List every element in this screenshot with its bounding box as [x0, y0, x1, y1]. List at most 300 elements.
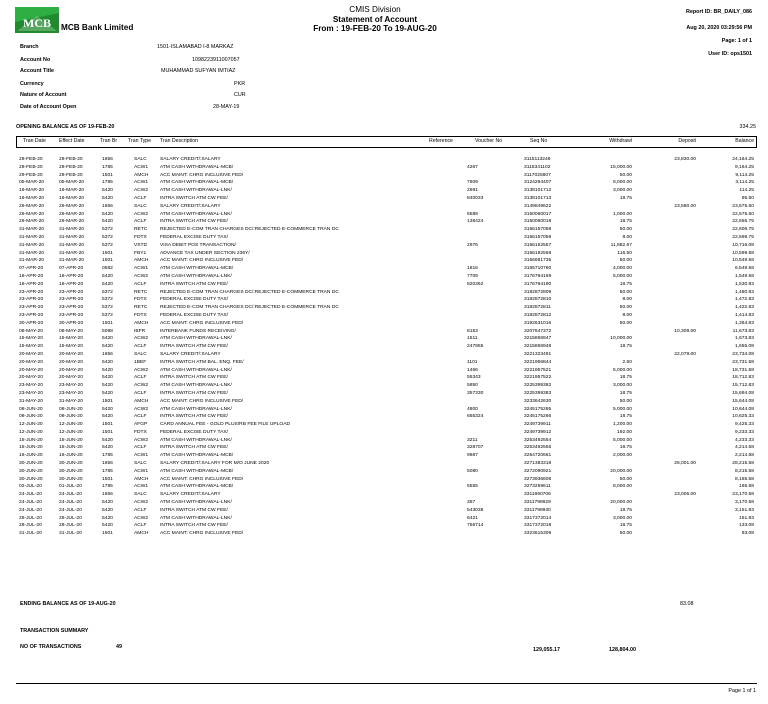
cell-tran-desc: FEDERAL EXCISE DUTY TAX/: [160, 312, 229, 318]
cell-tran-br: 5372: [102, 312, 113, 318]
cell-tran-br: 5098: [102, 328, 113, 334]
cell-tran-type: ACLF: [134, 195, 147, 201]
cell-withdrawl: 15,000.00: [610, 164, 632, 170]
cell-balance: 23,734.08: [732, 351, 754, 357]
table-row: [16, 211, 757, 219]
cell-seq: 3192631016: [524, 320, 552, 326]
table-row: [16, 382, 757, 390]
cell-effect-date: 18-APR-20: [59, 273, 84, 279]
cell-seq: 3156681735: [524, 258, 552, 264]
cell-tran-type: SALC: [134, 157, 147, 162]
cell-balance: 8,215.58: [734, 468, 754, 474]
cell-balance: 15,712.83: [732, 383, 754, 389]
cell-tran-desc: ACC MAINT: CHRG INCLUSIVE FED/: [160, 531, 244, 537]
cell-balance: 23,731.58: [732, 359, 754, 365]
cell-tran-type: VSTD: [134, 242, 148, 248]
cell-seq: 3182872812: [524, 312, 552, 318]
cell-tran-desc: INTRA SWITCH ATM CW FEE/: [160, 523, 228, 529]
cell-seq: 3138101712: [524, 188, 552, 194]
cell-withdrawl: 1,200.00: [612, 422, 632, 428]
cell-tran-br: 5420: [102, 515, 113, 521]
cell-tran-type: ACLF: [134, 281, 147, 287]
cell-tran-desc: ATM CASH WITHDRAWAL-LNK/: [160, 383, 232, 389]
cell-withdrawl: 6,000.00: [612, 180, 632, 186]
cell-effect-date: 08-JUN-20: [59, 414, 83, 420]
cell-tran-desc: ACC MAINT: CHRG INCLUSIVE FED/: [160, 258, 244, 264]
cell-withdrawl: 18.75: [619, 281, 632, 287]
cell-tran-desc: INTRA SWITCH ATM CW FEE/: [160, 344, 228, 350]
cell-seq: 3249739911: [524, 422, 551, 428]
cell-tran-br: 5420: [102, 445, 113, 451]
cell-balance: 1,655.08: [734, 344, 754, 350]
statement-title: Statement of Account: [332, 14, 418, 24]
table-row: [16, 444, 757, 452]
cell-voucher: 1816: [467, 266, 478, 272]
cell-effect-date: 20-MAY-20: [59, 367, 83, 373]
table-row: [16, 273, 757, 281]
cell-deposit: 10,309.00: [674, 328, 696, 334]
cell-balance: 3,151.83: [734, 507, 754, 513]
statement-heading: [250, 5, 500, 34]
cell-balance: 2,214.58: [734, 453, 754, 459]
cell-voucher: 1466: [467, 367, 478, 373]
cell-tran-desc: INTRA SWITCH ATM CW FEE/: [160, 195, 228, 201]
table-row: [16, 367, 757, 375]
cell-withdrawl: 8.00: [622, 234, 632, 240]
cell-tran-date: 20-MAY-20: [19, 351, 43, 357]
cell-withdrawl: 50.00: [619, 531, 632, 537]
cell-voucher: 543038: [467, 507, 484, 513]
department-name: CMIS Division: [349, 5, 401, 14]
cell-voucher: 4267: [467, 164, 478, 170]
cell-tran-date: 23-APR-20: [19, 289, 44, 295]
col-deposit: Deposit: [678, 138, 696, 144]
cell-tran-date: 24-JUL-20: [19, 492, 42, 498]
cell-effect-date: 16-JUN-20: [59, 453, 83, 459]
cell-tran-date: 30-JUN-20: [19, 461, 43, 467]
transactions-table: [16, 156, 757, 538]
cell-tran-br: 5420: [102, 437, 113, 443]
table-row: [16, 195, 757, 203]
ending-balance-label: ENDING BALANCE AS OF 19-AUG-20: [20, 601, 116, 607]
cell-tran-type: FBY1: [134, 250, 147, 256]
cell-tran-br: 5420: [102, 219, 113, 225]
cell-balance: 3,170.58: [734, 500, 754, 506]
cell-withdrawl: 20,000.00: [610, 500, 632, 506]
cell-tran-date: 15-MAY-20: [19, 336, 43, 342]
table-row: [16, 483, 757, 491]
table-row: [16, 452, 757, 460]
cell-tran-date: 15-JUN-20: [19, 437, 43, 443]
cell-tran-br: 5372: [102, 305, 113, 311]
cell-tran-date: 08-JUN-20: [19, 406, 43, 412]
cell-voucher: 7709: [467, 273, 478, 279]
cell-effect-date: 18-APR-20: [59, 281, 84, 287]
table-row: [16, 413, 757, 421]
cell-voucher: 756714: [467, 523, 484, 529]
cell-withdrawl: 3,000.00: [612, 515, 632, 521]
total-withdrawl: 129,055.17: [533, 647, 560, 653]
cell-effect-date: 31-JUL-20: [59, 531, 82, 537]
cell-balance: 22,598.75: [732, 234, 754, 240]
cell-tran-date: 23-MAY-20: [19, 383, 43, 389]
cell-tran-desc: INTERBANK FUNDS RECEIVING/: [160, 328, 236, 334]
cell-balance: 11,673.83: [732, 328, 754, 334]
table-row: [16, 507, 757, 515]
cell-tran-desc: FEDERAL EXCISE DUTY TAX/: [160, 234, 229, 240]
table-row: [16, 265, 757, 273]
table-row: [16, 359, 757, 367]
cell-effect-date: 28-FEB-20: [59, 157, 83, 162]
table-row: [16, 515, 757, 523]
cell-tran-br: 1501: [102, 258, 113, 264]
cell-tran-date: 28-JUL-20: [19, 515, 42, 521]
cell-tran-br: 5420: [102, 336, 113, 342]
cell-tran-date: 28-FEB-20: [19, 157, 43, 162]
cell-deposit: 26,001.00: [674, 461, 696, 467]
cell-effect-date: 08-MAY-20: [59, 328, 83, 334]
cell-tran-type: RETC: [134, 289, 148, 295]
cell-effect-date: 12-JUN-20: [59, 429, 83, 435]
cell-effect-date: 16-MAR-20: [59, 188, 85, 194]
cell-tran-date: 26-MAR-20: [19, 211, 45, 217]
cell-tran-type: ACW1: [134, 266, 149, 272]
cell-effect-date: 31-MAY-20: [59, 398, 83, 404]
cell-seq: 3124294407: [524, 180, 552, 186]
cell-balance: 23,170.58: [732, 492, 754, 498]
cell-seq: 3272090921: [524, 468, 552, 474]
cell-withdrawl: 50.00: [619, 320, 632, 326]
cell-tran-type: ACLF: [134, 344, 147, 350]
cell-tran-date: 28-FEB-20: [19, 164, 43, 170]
cell-tran-desc: SALARY CREDIT/:SALARY: [160, 351, 221, 357]
cell-tran-desc: INTRA SWITCH ATM CW FEE/: [160, 390, 228, 396]
cell-tran-date: 12-JUN-20: [19, 429, 43, 435]
cell-voucher: 5555: [467, 484, 478, 490]
cell-tran-date: 23-MAY-20: [19, 390, 43, 396]
cell-seq: 3207647372: [524, 328, 552, 334]
cell-tran-type: FDTX: [134, 312, 147, 318]
cell-seq: 3156157059: [524, 234, 552, 240]
table-row: [16, 289, 757, 297]
cell-seq: 3176794190: [524, 281, 552, 287]
cell-tran-type: RETC: [134, 305, 148, 311]
cell-tran-br: 1501: [102, 172, 113, 178]
cell-tran-date: 15-MAY-20: [19, 344, 43, 350]
cell-tran-desc: ACC MAINT: CHRG INCLUSIVE FED/: [160, 320, 244, 326]
cell-seq: 3115113248: [524, 157, 551, 162]
cell-withdrawl: 50.00: [619, 227, 632, 233]
cell-seq: 3317372014: [524, 515, 552, 521]
cell-balance: 22,606.75: [732, 227, 754, 233]
cell-seq: 3150060017: [524, 211, 552, 217]
cell-tran-br: 1656: [102, 351, 113, 357]
cell-tran-date: 20-MAY-20: [19, 359, 43, 365]
cell-seq: 3225399382: [524, 383, 552, 389]
cell-withdrawl: 18.75: [619, 195, 632, 201]
cell-tran-date: 12-JUN-20: [19, 422, 43, 428]
col-tran-br: Tran Br: [100, 138, 118, 144]
cell-tran-date: 02-JUL-20: [19, 484, 42, 490]
cell-tran-desc: ATM CASH WITHDRAWAL-LNK/: [160, 336, 232, 342]
cell-voucher: 820362: [467, 281, 484, 287]
cell-seq: 3221957521: [524, 367, 552, 373]
cell-tran-type: ACW1: [134, 453, 149, 459]
cell-tran-br: 1501: [102, 320, 113, 326]
opening-balance-label: OPENING BALANCE AS OF 19-FEB-20: [16, 124, 115, 130]
table-row: [16, 203, 757, 211]
tx-count-value: 49: [116, 644, 122, 650]
cell-tran-date: 31-MAR-20: [19, 234, 45, 240]
cell-tran-date: 08-MAY-20: [19, 328, 43, 334]
cell-tran-desc: ATM CASH WITHDRAWAL-LNK/: [160, 406, 232, 412]
cell-voucher: 2691: [467, 188, 478, 194]
cell-effect-date: 15-MAY-20: [59, 344, 83, 350]
cell-tran-desc: ATM CASH WITHDRAWAL-MCB/: [160, 266, 234, 272]
statement-period: From : 19-FEB-20 To 19-AUG-20: [313, 24, 437, 33]
nature-value: CUR: [234, 92, 246, 98]
cell-tran-type: 1BEF: [134, 359, 147, 365]
cell-tran-date: 15-JUN-20: [19, 445, 43, 451]
cell-tran-desc: ATM CASH WITHDRAWAL-LNK/: [160, 437, 232, 443]
cell-tran-br: 1656: [102, 492, 113, 498]
cell-effect-date: 23-MAY-20: [59, 383, 83, 389]
cell-tran-br: 5420: [102, 281, 113, 287]
cell-seq: 3253492555: [524, 445, 552, 451]
cell-tran-type: ACW2: [134, 383, 149, 389]
cell-tran-desc: ACC MAINT: CHRG INCLUSIVE FED/: [160, 476, 244, 482]
cell-tran-br: 1501: [102, 531, 113, 537]
cell-tran-type: ACW2: [134, 515, 149, 521]
cell-balance: 1,414.83: [734, 312, 754, 318]
cell-effect-date: 26-MAR-20: [59, 203, 85, 209]
col-tran-desc: Tran Description: [160, 138, 198, 144]
col-withdrawl: Withdrawl: [609, 138, 632, 144]
cell-seq: 3156157058: [524, 227, 552, 233]
cell-tran-date: 30-JUN-20: [19, 476, 43, 482]
cell-tran-date: 20-MAY-20: [19, 375, 43, 381]
cell-withdrawl: 4,000.00: [612, 266, 632, 272]
cell-balance: 18,712.83: [732, 375, 754, 381]
table-row: [16, 218, 757, 226]
cell-withdrawl: 18.75: [619, 445, 632, 451]
cell-deposit: 23,580.00: [674, 203, 696, 209]
cell-withdrawl: 18.75: [619, 375, 632, 381]
cell-tran-br: 1656: [102, 203, 113, 209]
cell-tran-date: 05-MAR-20: [19, 180, 45, 186]
cell-withdrawl: 2.50: [622, 359, 632, 365]
cell-tran-date: 31-MAR-20: [19, 250, 45, 256]
cell-withdrawl: 2,000.00: [612, 453, 632, 459]
open-date-label: Date of Account Open: [20, 104, 77, 110]
cell-effect-date: 24-JUL-20: [59, 507, 82, 513]
cell-balance: 4,233.33: [734, 437, 754, 443]
cell-tran-type: AFGP: [134, 422, 148, 428]
cell-balance: 22,656.75: [732, 219, 754, 225]
cell-voucher: 138424: [467, 219, 484, 225]
cell-tran-type: ACLF: [134, 414, 147, 420]
table-row: [16, 328, 757, 336]
table-row: [16, 187, 757, 195]
cell-balance: 10,644.08: [732, 406, 754, 412]
mcb-logo: [15, 7, 59, 33]
cell-tran-type: SALC: [134, 492, 147, 498]
col-tran-date: Tran Date: [23, 138, 46, 144]
cell-withdrawl: 116.50: [617, 250, 632, 256]
cell-tran-desc: FEDERAL EXCISE DUTY TAX/: [160, 429, 229, 435]
cell-tran-desc: INTRA SWITCH ATM CW FEE/: [160, 375, 228, 381]
cell-seq: 3253492554: [524, 437, 552, 443]
account-no-label: Account No: [20, 57, 51, 63]
cell-tran-date: 24-JUL-20: [19, 500, 42, 506]
cell-withdrawl: 50.00: [619, 172, 632, 178]
cell-seq: 3156162557: [524, 242, 552, 248]
cell-withdrawl: 5,000.00: [612, 273, 632, 279]
table-row: [16, 343, 757, 351]
cell-withdrawl: 18.75: [619, 219, 632, 225]
branch-label: Branch: [20, 44, 39, 50]
cell-withdrawl: 18.75: [619, 390, 632, 396]
cell-seq: 3182872810: [524, 297, 552, 303]
cell-withdrawl: 8,000.00: [612, 484, 632, 490]
cell-tran-br: 1656: [102, 461, 113, 467]
cell-balance: 9,114.25: [735, 172, 754, 178]
table-row: [16, 398, 757, 406]
cell-voucher: 1511: [467, 336, 478, 342]
cell-seq: 3311798930: [524, 507, 551, 513]
cell-tran-desc: ATM CASH WITHDRAWAL-LNK/: [160, 188, 232, 194]
cell-effect-date: 15-MAY-20: [59, 336, 83, 342]
cell-tran-type: ACW2: [134, 367, 149, 373]
cell-tran-type: FDTX: [134, 297, 147, 303]
cell-voucher: 6421: [467, 515, 478, 521]
cell-tran-br: 5420: [102, 273, 113, 279]
cell-tran-br: 5420: [102, 375, 113, 381]
cell-balance: 9,233.33: [734, 429, 754, 435]
cell-tran-br: 5420: [102, 414, 113, 420]
cell-tran-br: 1785: [102, 164, 113, 170]
cell-tran-type: ACW2: [134, 406, 149, 412]
cell-balance: 1,422.83: [734, 305, 754, 311]
col-seq: Seq No: [530, 138, 548, 144]
table-row: [16, 156, 757, 164]
cell-seq: 3138101713: [524, 195, 552, 201]
cell-deposit: 22,079.00: [674, 351, 696, 357]
cell-effect-date: 15-JUN-20: [59, 445, 83, 451]
open-date-value: 28-MAY-19: [213, 104, 240, 110]
cell-seq: 3150060018: [524, 219, 552, 225]
table-row: [16, 522, 757, 530]
footer-divider: [16, 683, 757, 684]
cell-effect-date: 30-APR-20: [59, 320, 84, 326]
cell-balance: 15,644.08: [732, 398, 754, 404]
cell-tran-br: 5420: [102, 390, 113, 396]
cell-balance: 114.25: [739, 188, 754, 194]
cell-effect-date: 23-APR-20: [59, 312, 84, 318]
cell-voucher: 5080: [467, 468, 478, 474]
cell-tran-desc: INTRA SWITCH ATM CW FEE/: [160, 414, 228, 420]
cell-tran-type: ACW2: [134, 188, 149, 194]
cell-tran-date: 31-MAR-20: [19, 227, 45, 233]
cell-tran-type: ACW1: [134, 484, 149, 490]
cell-tran-date: 28-JUL-20: [19, 523, 42, 529]
cell-tran-br: 5420: [102, 188, 113, 194]
cell-tran-type: RETC: [134, 227, 148, 233]
cell-tran-date: 18-APR-20: [19, 273, 44, 279]
cell-tran-date: 30-APR-20: [19, 320, 44, 326]
cell-tran-type: ACW1: [134, 164, 149, 170]
cell-tran-desc: INTRA SWITCH ATM BAL. ENQ. FEE/: [160, 359, 244, 365]
cell-effect-date: 28-FEB-20: [59, 164, 83, 170]
table-row: [16, 460, 757, 468]
ending-balance-value: 83.08: [680, 601, 694, 607]
cell-balance: 165.58: [739, 484, 754, 490]
table-row: [16, 374, 757, 382]
cell-effect-date: 23-APR-20: [59, 297, 84, 303]
cell-tran-type: AMCH: [134, 258, 149, 264]
cell-voucher: 840033: [467, 195, 484, 201]
cell-withdrawl: 50.00: [619, 305, 632, 311]
report-id: Report ID: BR_DAILY_086: [685, 9, 752, 15]
cell-tran-date: 16-MAR-20: [19, 188, 45, 194]
table-row: [16, 335, 757, 343]
cell-tran-br: 5420: [102, 211, 113, 217]
cell-seq: 3273936608: [524, 476, 552, 482]
cell-seq: 3215856948: [524, 344, 552, 350]
cell-seq: 3254720661: [524, 453, 552, 459]
cell-tran-desc: ATM CASH WITHDRAWAL-MCB/: [160, 164, 234, 170]
cell-tran-desc: ADVANCE TAX UNDER SECTION 236Y/: [160, 250, 250, 256]
cell-voucher: 6589: [467, 211, 478, 217]
tx-count-label: NO OF TRANSACTIONS: [20, 644, 82, 650]
cell-effect-date: 15-JUN-20: [59, 437, 83, 443]
cell-seq: 3271383318: [524, 461, 552, 467]
cell-tran-type: AMCH: [134, 398, 149, 404]
cell-tran-desc: CARD ANNUAL FEE - GOLD PLUS/RB FEE FILE UPLOAD: [160, 422, 290, 428]
cell-withdrawl: 11,882.67: [610, 242, 632, 248]
cell-balance: 23,675.50: [732, 203, 754, 209]
cell-tran-date: 23-APR-20: [19, 305, 44, 311]
cell-tran-br: 5420: [102, 406, 113, 412]
cell-tran-br: 1501: [102, 422, 113, 428]
table-row: [16, 406, 757, 414]
cell-tran-desc: ATM CASH WITHDRAWAL-MCB/: [160, 453, 234, 459]
footer-page-number: Page 1 of 1: [728, 688, 756, 694]
cell-voucher: 1101: [467, 359, 478, 365]
cell-tran-desc: SALARY CREDIT/:SALARY: [160, 492, 221, 498]
cell-balance: 8,165.58: [734, 476, 754, 482]
cell-effect-date: 24-JUL-20: [59, 492, 82, 498]
cell-tran-br: 5420: [102, 195, 113, 201]
cell-tran-date: 29-FEB-20: [19, 172, 43, 178]
cell-balance: 95.50: [741, 195, 754, 201]
cell-effect-date: 30-JUN-20: [59, 461, 83, 467]
cell-tran-type: SALC: [134, 351, 147, 357]
table-row: [16, 257, 757, 265]
cell-tran-type: IBFR: [134, 328, 146, 334]
cell-tran-br: 5372: [102, 289, 113, 295]
cell-withdrawl: 3,000.00: [612, 383, 632, 389]
cell-tran-date: 31-MAY-20: [19, 398, 43, 404]
cell-balance: 18,731.58: [732, 367, 754, 373]
cell-tran-date: 26-MAR-20: [19, 203, 45, 209]
branch-value: 1501-ISLAMABAD I-8 MARKAZ: [157, 44, 234, 50]
cell-tran-br: 1501: [102, 476, 113, 482]
cell-seq: 3225399383: [524, 390, 552, 396]
cell-tran-date: 20-MAY-20: [19, 367, 43, 373]
cell-balance: 10,599.58: [732, 250, 754, 256]
cell-tran-br: 5420: [102, 523, 113, 529]
